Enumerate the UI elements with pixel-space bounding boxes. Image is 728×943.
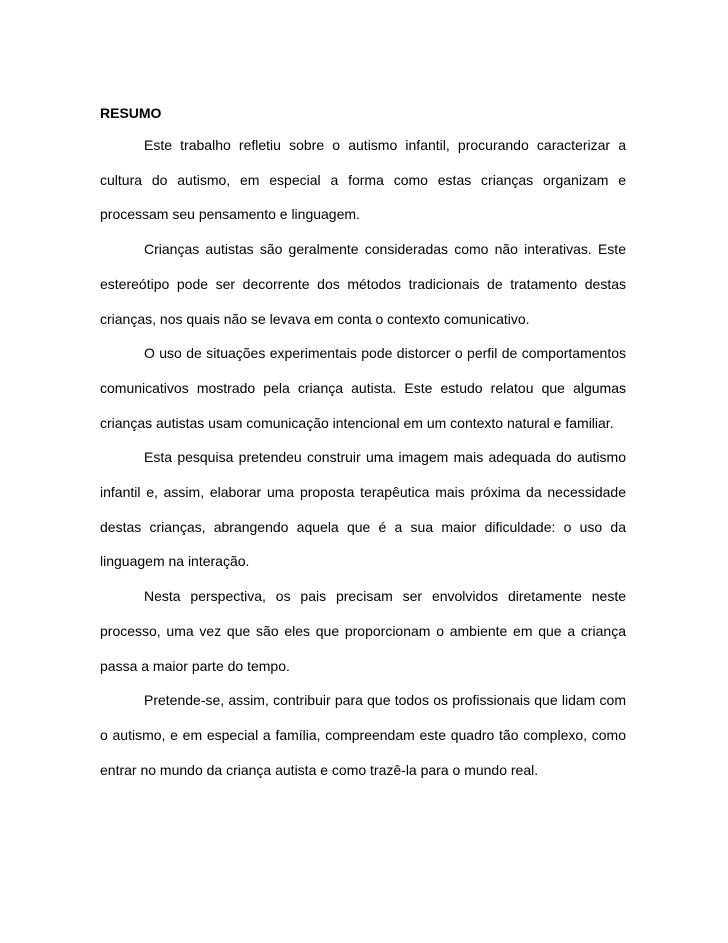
abstract-paragraph-5: Nesta perspectiva, os pais precisam ser envolvidos diretamente neste processo, uma vez que são eles que proporcionam o ambiente em que a criança passa a maior parte do tempo. [100, 588, 626, 674]
abstract-paragraph-3: O uso de situações experimentais pode distorcer o perfil de comportamentos comunicativos mostrado pela criança autista. Este estudo relatou que algumas crianças autistas usam comunicação intencional em um contexto natural e familiar. [100, 345, 626, 431]
abstract-paragraph-4: Esta pesquisa pretendeu construir uma imagem mais adequada do autismo infantil e, assim, elaborar uma proposta terapêutica mais próxima da necessidade destas crianças, abrangendo aquela que é a sua maior dificuldade: o uso da linguagem na interação. [100, 449, 626, 570]
abstract-paragraph-2: Crianças autistas são geralmente consideradas como não interativas. Este estereótipo pode ser decorrente dos métodos tradicionais de tratamento destas crianças, nos quais não se levava em conta o contexto comunicativo. [100, 241, 626, 327]
abstract-paragraph-6: Pretende-se, assim, contribuir para que todos os profissionais que lidam com o autismo, e em especial a família, compreendam este quadro tão complexo, como entrar no mundo da criança autista e como trazê-la para o mundo real. [100, 692, 626, 778]
abstract-section [100, 103, 626, 787]
section-heading: RESUMO [100, 105, 162, 121]
abstract-paragraph-1: Este trabalho refletiu sobre o autismo infantil, procurando caracterizar a cultura do autismo, em especial a forma como estas crianças organizam e processam seu pensamento e linguagem. [100, 137, 626, 223]
